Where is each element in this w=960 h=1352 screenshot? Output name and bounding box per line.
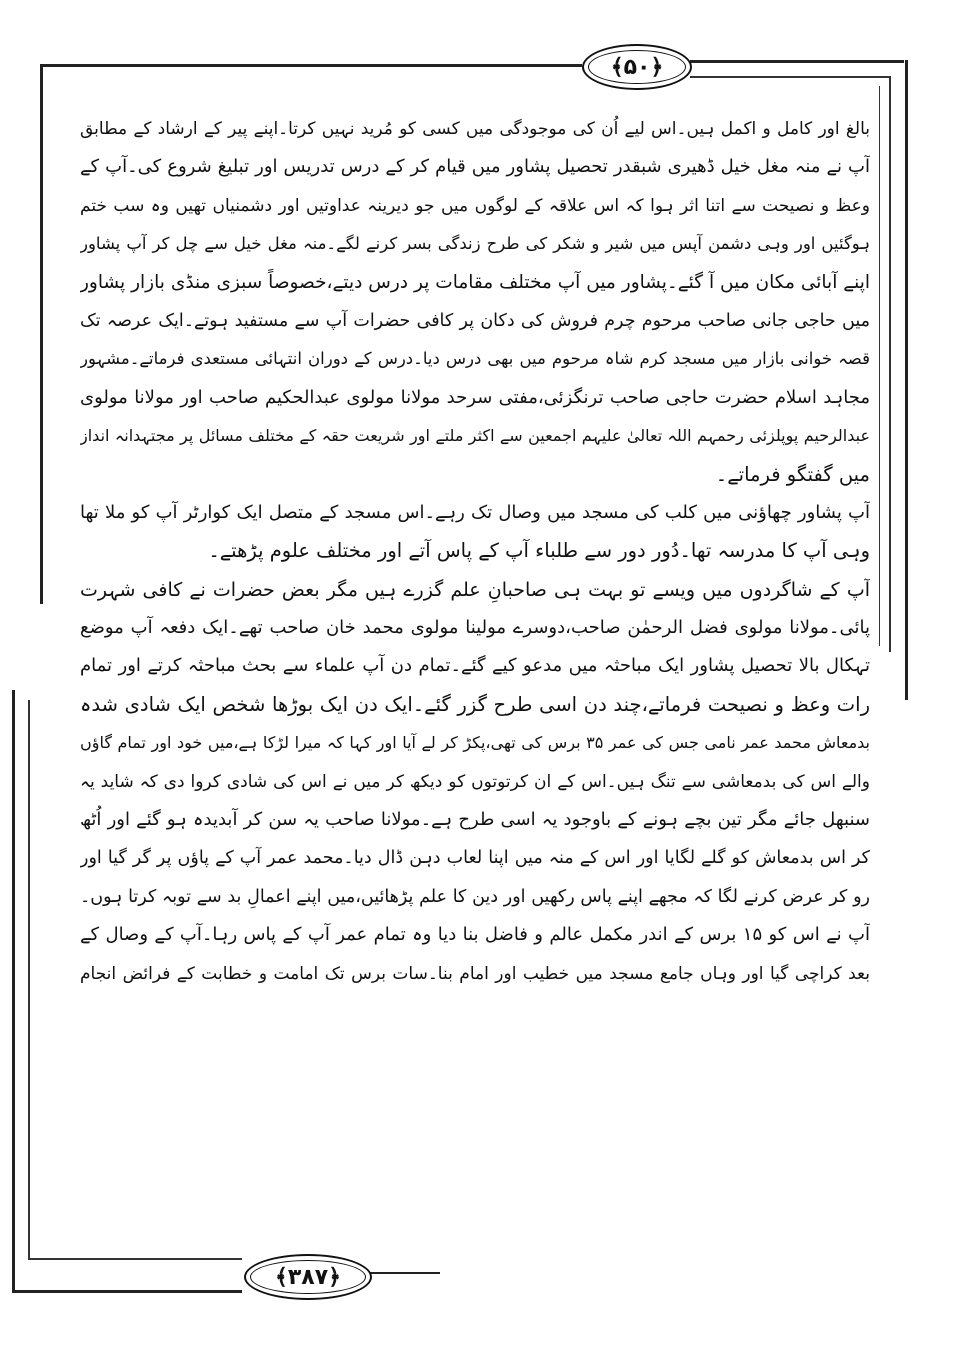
text-line: ہوگئیں اور وہی دشمن آپس میں شیر و شکر کی طرح زندگی بسر کرنے لگے۔منہ مغل خیل سے چل کر آپ پشاور <box>80 234 870 254</box>
text-line: اپنے آبائی مکان میں آ گئے۔پشاور میں آپ مختلف مقامات پر درس دیتے،خصوصاً سبزی منڈی بازار پشاور <box>80 271 870 293</box>
text-line: رات وعظ و نصیحت فرماتے،چند دن اسی طرح گزر گئے۔ایک دن ایک بوڑھا شخص ایک شادی شدہ <box>80 692 870 716</box>
frame-top-line <box>40 64 582 67</box>
text-line: آپ پشاور چھاؤنی میں کلب کی مسجد میں وصال تک رہے۔اس مسجد کے متصل ایک کوارٹر آپ کو ملا تھا <box>80 501 870 523</box>
text-line: بدمعاش محمد عمر نامی جس کی عمر ۳۵ برس کی تھی،پکڑ کر لے آیا اور کہا کہ میرا لڑکا ہے،میں خود اور تمام گاؤں <box>80 733 870 753</box>
frame-top-line-right <box>690 60 904 63</box>
frame-right-inner-2 <box>879 86 880 646</box>
header-page-number: ﴿۵۰﴾ <box>610 54 664 80</box>
text-line: بالغ اور کامل و اکمل ہیں۔اس لیے اُن کی موجودگی میں کسی کو مُرید نہیں کرتا۔اپنے پیر کے ارشاد کے مطابق <box>80 119 870 139</box>
frame-bottom-line <box>12 1290 242 1293</box>
frame-left-lower <box>12 690 15 1290</box>
frame-left-outer <box>40 64 43 604</box>
text-line: میں گفتگو فرماتے۔ <box>715 462 870 486</box>
text-line: والے اس کی بدمعاشی سے تنگ ہیں۔اس کے ان کرتوتوں کو دیکھ کر میں نے اس کی شادی کروا دی کہ شاید یہ <box>80 771 870 792</box>
text-line: قصہ خوانی بازار میں مسجد کرم شاہ مرحوم میں بھی درس دیا۔درس کے دوران انتہائی مستعدی فرماتے۔مشہور <box>80 349 870 369</box>
frame-bottom-inner <box>28 1258 242 1260</box>
text-line: پائی۔مولانا مولوی فضل الرحمٰن صاحب،دوسرے مولینا مولوی محمد خان صاحب تھے۔ایک دفعہ آپ موضع <box>80 617 870 639</box>
text-line: بعد کراچی گیا اور وہاں جامع مسجد میں خطیب اور امام بنا۔سات برس تک امامت و خطابت کے فرائض انجام <box>80 963 870 984</box>
text-line: کر اس بدمعاش کو گلے لگایا اور اس کے منہ میں اپنا لعاب دہن ڈال دیا۔محمد عمر آپ کے پاؤں پر گر گیا اور <box>80 848 870 869</box>
header-page-number-oval <box>582 44 692 90</box>
text-line: تہکال بالا تحصیل پشاور ایک مباحثہ میں مدعو کیے گئے۔تمام دن آپ علماء سے بحث مباحثہ کرتے اور تمام <box>80 655 870 677</box>
main-text <box>80 110 870 993</box>
frame-left-lower-inner <box>28 700 30 1260</box>
footer-page-number-oval <box>244 1254 372 1300</box>
frame-bottom-line-right <box>370 1272 440 1274</box>
footer-page-number: ﴿۳۸۷﴾ <box>274 1264 342 1290</box>
text-line: وعظ و نصیحت سے اتنا اثر ہوا کہ اس علاقہ کے لوگوں میں جو دیرینہ عداوتیں اور دشمنیاں تھیں وہ سب ختم <box>80 195 870 216</box>
text-line: آپ کے شاگردوں میں ویسے تو بہت ہی صاحبانِ علم گزرے ہیں مگر بعض حضرات نے کافی شہرت <box>80 578 870 601</box>
frame-top-inner <box>690 76 890 78</box>
text-line: آپ نے منہ مغل خیل ڈھیری شبقدر تحصیل پشاور میں قیام کر کے درس تدریس اور تبلیغ شروع کی۔آپ کے <box>80 156 870 178</box>
text-line: آپ نے اس کو ۱۵ برس کے اندر مکمل عالم و فاضل بنا دیا وہ تمام عمر آپ کے پاس رہا۔آپ کے وصال کے <box>80 924 870 946</box>
text-line: عبدالرحیم پوپلزئی رحمہم اللہ تعالیٰ علیہم اجمعین سے اکثر ملتے اور شریعت حقہ کے مختلف مسائل پر مجتہدانہ انداز <box>80 426 870 446</box>
text-line: رو کر عرض کرنے لگا کہ مجھے اپنے پاس رکھیں اور دین کا علم پڑھائیں،میں اپنے اعمالِ بد سے توبہ کرتا ہوں۔ <box>80 886 870 907</box>
text-line: میں حاجی جانی صاحب مرحوم چرم فروش کی دکان پر کافی حضرات آپ سے مستفید ہوتے۔ایک عرصہ تک <box>80 310 870 331</box>
frame-right-outer <box>905 60 908 700</box>
text-line: وہی آپ کا مدرسہ تھا۔دُور دور سے طلباء آپ کے پاس آتے اور مختلف علوم پڑھتے۔ <box>208 539 870 563</box>
frame-right-inner <box>889 76 891 652</box>
text-line: سنبھل جائے مگر تین بچے ہونے کے باوجود یہ اسی طرح ہے۔مولانا صاحب یہ سن کر آبدیدہ ہو گئے اور اُٹھ <box>80 809 870 831</box>
text-line: مجاہد اسلام حضرت حاجی صاحب ترنگزئی،مفتی سرحد مولانا مولوی عبدالحکیم صاحب اور مولانا مولوی <box>80 386 870 408</box>
